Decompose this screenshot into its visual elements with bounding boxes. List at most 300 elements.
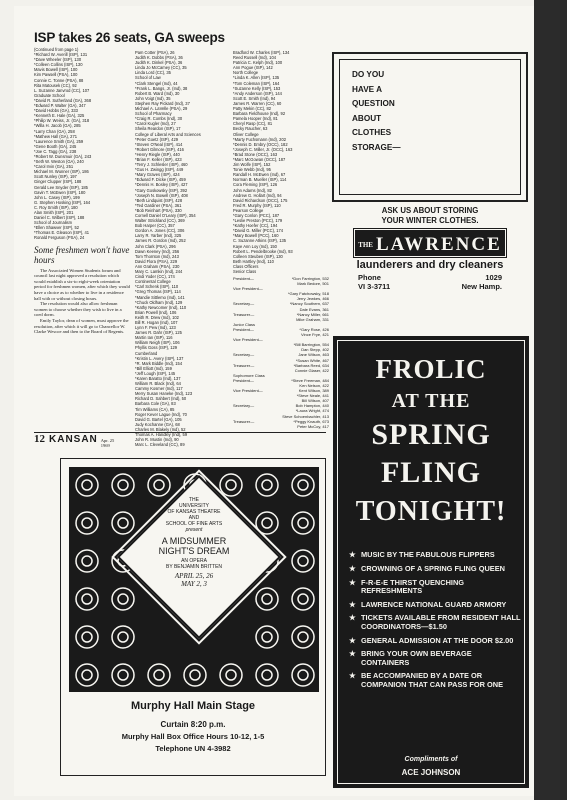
result-line: *Peter Goetz (ISP), 429 [135,136,179,142]
result-line: Ann Pogue (ISP), 142 [233,65,273,71]
result-line: James R. Gordon (Ind), 252 [135,238,186,244]
ask-line-2: YOUR WINTER CLOTHES. [381,215,479,225]
result-line: *Chuck Oldham (Ind), 129 [135,299,183,305]
result-line: *Thomas E. Gleason (ISP), 41 [34,230,90,236]
midsummer-opera-ad [60,458,326,776]
result-line: (Continued from page 1) [34,47,79,52]
lawrence-launderers-ad [332,206,528,291]
result-line: *Dave Wheeler (ISP), 130 [34,57,82,63]
officer-label: President— [233,326,254,332]
result-line: Marc L. Cleveland (CC), 89 [135,442,185,448]
sponsor-name: ACE JOHNSON [401,768,461,777]
question-line: STORAGE— [352,142,401,152]
ornament-center [262,670,272,680]
result-line: *Robert Gilmore (ISP), 416 [135,146,184,152]
curtain-time: Curtain 8:20 p.m. [160,720,226,729]
ornament-circle [292,588,314,610]
result-line: *Craig R. Combs (Ind), 30 [135,116,183,122]
event-item-text: BE ACCOMPANIED BY A DATE OR COMPANION THAT CAN PASS FOR ONE [361,671,504,689]
ornament-center [82,594,92,604]
officer-name: Bob Hampton, 440 [295,403,329,409]
result-line: Michael A. LaVelle (PSA), 29 [135,106,188,112]
officer-name: Bill Wilson, 407 [301,398,329,404]
result-line: *Greg Thomas (ISP), 114 [135,289,181,295]
result-line: Reed Russell (Ind), 104 [233,55,277,61]
result-line: *Gary Conlon (PCC), 187 [233,213,280,218]
event-item-text: BRING YOUR OWN BEVERAGE CONTAINERS [361,649,472,667]
compliments-label: Compliments of [404,756,458,763]
result-line: Class Officers [233,263,259,269]
theatre-line-6: present [185,527,203,533]
officer-label: Secretary— [233,352,255,358]
result-line: Walter Strickland (CC), 369 [135,218,185,224]
result-line: Sheila Reardon (ISP), 17 [135,126,181,132]
result-line: David G. Bartel (GA), 105 [135,416,182,422]
result-line: Ronald Ferguson (PSA), 24 [34,235,85,241]
star-icon: ★ [349,671,356,681]
result-line: *Bob Reinhart (PSA), 330 [135,207,182,213]
ornament-circle [292,664,314,686]
result-line: *Edward P. Walter (GA), 347 [34,103,86,109]
result-line: Larry R. Yarber (Ind), 325 [135,233,182,239]
result-line: Gerald Lee Snyder (ISP), 185 [34,184,88,190]
results-list-1 [34,47,131,241]
ornament-center [298,670,308,680]
ornament-center [262,594,272,604]
ornament-center [298,594,308,604]
tonight-word: TONIGHT! [355,496,507,527]
result-line: *Mathew Hall (GA), 271 [34,133,78,139]
officer-name: *Steve Neale, 441 [296,393,329,399]
result-line: Bill R. Hogan (Ind), 107 [135,319,178,325]
officer-label: President— [233,276,254,281]
officer-name: Kent Wilson, 389 [298,388,329,394]
tagline: launderers and dry cleaners [356,259,504,271]
result-line: School of Law [135,75,161,81]
officer-label: Vice President— [233,286,263,292]
address-block [462,273,502,291]
result-line: Pamela Hooper (Ind), 81 [233,116,278,122]
lawrence-logo [355,230,505,256]
event-item-text: GENERAL ADMISSION AT THE DOOR $2.00 [361,635,514,645]
event-item [349,565,521,573]
result-line: *Carl Schenk (ISP), 110 [135,284,179,290]
ornament-center [82,670,92,680]
result-line: Cindi Yoder (CC), 174 [135,274,175,280]
ornament-circle [256,588,278,610]
result-line: *Mandie Sittlemo (Ind), 141 [135,294,185,300]
officer-name: *Don Farrington, 532 [291,276,329,281]
result-line: Linda Lord (CC), 35 [135,70,171,76]
result-line: *Marc McGowan (OCC), 187 [233,156,286,162]
result-line: Michael M. Wunner (ISP), 186 [34,169,89,175]
result-line: *Seth W. Weston (GA), 240 [34,159,84,165]
result-line: *Carol Kugler (Ind), 27 [135,121,176,127]
result-line: *Andy Anderson (ISP), 144 [233,90,282,96]
phone-block [358,273,390,291]
officer-label: Vice President— [233,337,263,343]
event-item-text: F-R-E-E THIRST QUENCHING REFRESHMENTS [361,577,465,595]
ornament-circle [148,664,170,686]
address-line-1: 1029 [485,273,502,282]
result-line: *Mary Graves (ISP), 424 [135,172,180,178]
result-line: Jim Wolfe (ISP), 152 [233,162,271,168]
officer-label: Treasurer— [233,418,255,424]
article-paragraph: The Associated Women Students forum and council last night approved a resolution which would establish a six-to eight-week orientation period for freshmen women, after which they would have a choice as to whether to live in a residence hall with or without closing hours. [34,267,130,301]
result-line: John R. Mustin (Ind), 90 [135,437,179,443]
result-line: William Neigh (ISP), 106 [135,340,180,346]
result-line: Rita Matousek (CC), 92 [34,82,77,88]
newspaper-page [14,6,534,796]
result-line: Charles M. Blakely (Ind), 52 [135,426,186,432]
result-line: John L. Casey (ISP), 199 [34,194,80,200]
officer-name: *Nancy Miller, 661 [296,311,329,317]
issue-date [101,438,115,448]
ornament-circle [220,664,242,686]
result-line: *Karen Baratto (Ind), 137 [135,376,181,381]
result-line: Graduate School [34,92,65,98]
play-title-1: A MIDSUMMER [161,536,227,546]
theatre-line-8: BY BENJAMIN BRITTEN [165,564,223,570]
address-line-2: New Hamp. [461,282,502,291]
officer-name: *Peggy Knauth, 673 [293,418,329,424]
frolic-word: FROLIC [375,354,487,384]
officer-label: Junior Class [233,321,256,327]
result-line: Oliver College [233,131,259,137]
result-line: Tom Thornton (Ind), 243 [135,253,179,259]
result-line: *Colleen Collins (ISP), 130 [34,62,83,68]
result-line: Cornell Daniel O'Leary (ISP), 354 [135,213,196,218]
ornament-circle [292,626,314,648]
officer-name: Jerry Jewkes, 466 [296,296,329,302]
result-line: *Laurence Smith (GA), 259 [34,138,84,144]
event-item [349,614,521,631]
result-line: John Adams (Ind), 82 [233,187,272,193]
result-line: North College [233,70,259,76]
officer-name: Dale Evans, 361 [299,306,329,312]
result-line: Cumberland [135,350,158,356]
result-line: *Kenneth E. Hale (GA), 325 [34,113,85,119]
spring-word: SPRING [371,418,491,451]
fling-word: FLING [380,456,481,489]
clothes-storage-ad [332,52,528,202]
result-line: *Mary Bowell (PCC), 160 [233,233,279,239]
event-item [349,601,521,609]
spring-fling-ad [333,336,529,788]
result-line: Robert L. Pendelbrooke (Ind), 93 [233,248,293,254]
result-line: Pam Cotter (PSA), 26 [135,50,175,55]
result-line: *Ted Gardiner (PSA), 361 [135,202,182,208]
officer-label: Sophomore Class [233,372,265,378]
result-line: C. Suzanne Atkins (ISP), 135 [233,238,287,244]
paper-name: KANSAN [49,434,98,445]
result-line: Daniel C. Wilbert (ISP), 188 [34,215,85,221]
theatre-line-1: THE [189,497,199,503]
result-line: *Leslie Preston (PCC), 179 [233,218,283,224]
question-line: HAVE A [352,84,383,94]
officer-label: President— [233,377,254,383]
result-line: *Beth Lindquist (ISP), 428 [135,197,183,203]
result-line: *R. Mark Biddle (Ind), 154 [135,360,183,366]
result-line: *Suzanne Kelly (ISP), 153 [233,85,281,91]
page-footer [34,432,326,452]
result-line: *Kathy Hoefer (CC), 194 [233,223,278,229]
result-line: *Kathy Newcomer (Ind), 110 [135,304,187,310]
result-line: *Jeff Lough (ISP), 145 [135,370,176,376]
officer-name: *Barbara Reed, 634 [293,362,329,368]
star-icon: ★ [349,563,356,573]
result-line: Phyllis Goss (ISP), 129 [135,345,178,351]
ornament-circle [112,588,134,610]
result-line: William R. Black (Ind), 64 [135,381,181,387]
article-paragraph: Emily Taylor, dean of women, must approve the resolution, after which it will go to Chancellor W. Clarke Wescoe and then to the Board of Regents. [34,317,129,335]
venue-name: Murphy Hall Main Stage [130,700,256,712]
officer-name: Mike Graham, 331 [296,316,329,322]
result-line: *Robert W. Dunsmuir (GA), 243 [34,153,92,159]
election-results-column-1 [34,47,131,335]
star-icon: ★ [349,577,356,587]
event-item [349,672,521,689]
result-line: Dawn Keeney (Ind), 256 [135,248,180,254]
ask-text [332,206,528,225]
box-office-hours: Murphy Hall Box Office Hours 10-12, 1-5 [121,732,265,741]
result-line: Colleen Steuben (ISP), 130 [233,253,283,259]
result-line: James R. Dahr (ISP), 125 [135,330,182,336]
result-line: Merry Susan Haneke (Ind), 123 [135,391,193,397]
result-line: Thomas A. Handley (Ind), 59 [135,432,188,438]
page-number: 12 [34,433,45,445]
result-line: Barbara Fieldhouse (Ind), 92 [233,111,286,117]
event-item [349,579,521,596]
result-line: Continental College [135,279,171,285]
phone-number: VI 3-3711 [358,282,391,291]
result-line: Randall H. McEwen (Ind), 67 [233,172,286,178]
result-line: John Voigt (Ind), 35 [135,95,171,101]
result-line: *Gene Booth (GA), 245 [34,143,77,149]
result-line: *Brad Stone (OCC), 163 [233,151,278,157]
officer-label: Vice President— [233,388,263,394]
officer-name: Mark Bedore, 501 [297,281,329,287]
results-list-2 [135,50,227,447]
result-line: Brian Powell (Ind), 106 [135,309,177,315]
result-line: College of Liberal Arts and Sciences [135,131,201,137]
result-line: Judy Kochanne (GA), 68 [135,421,180,427]
officer-name: *Laura Wright, 474 [295,408,329,414]
result-line: *Ellen Shawver (ISP), 52 [34,225,80,231]
result-line: School of Pharmacy [135,111,172,117]
result-line: *Clark Stengel (Ind), 44 [135,80,178,86]
result-line: *Richard W. Averill (ISP), 131 [34,52,88,58]
result-line: Martin Ian (ISP), 116 [135,335,173,341]
event-item-text: TICKETS AVAILABLE FROM RESIDENT HALL COORDINATORS—$1.50 [361,613,521,631]
ornament-circle [112,626,134,648]
star-icon: ★ [349,613,356,623]
play-title-2: NIGHT'S DREAM [158,546,230,556]
result-line: Alan Smith (ISP), 201 [34,210,74,215]
venue-info [61,699,325,755]
result-line: *Larry Chan (GA), 258 [34,128,75,134]
ornament-center [118,632,128,642]
officer-name: *Gary Fatchowsky, 518 [287,291,329,297]
officer-row [233,424,329,429]
freshmen-article [34,268,131,335]
ask-line-1: ASK US ABOUT STORING [381,206,479,215]
star-icon: ★ [349,550,356,559]
result-line: *Terry J. Schlesler (ISP), 460 [135,162,188,168]
theatre-line-3: OF KANSAS THEATRE [167,509,221,515]
officer-name: *Steve Freeman, 484 [291,377,329,383]
ornament-center [226,670,236,680]
result-line: *Dennis H. Bosley (ISP), 427 [135,182,188,188]
result-line: Kaye Ann Loy (Ind), 150 [233,243,277,249]
result-line: Beth Hartley (Ind), 110 [233,258,274,264]
result-line: Robert B. Ward (Ind), 30 [135,90,180,96]
results-list-3 [233,50,325,274]
officer-label: Secretary— [233,403,255,409]
result-line: G. Stephen Hosking (ISP), 164 [34,199,91,205]
result-line: Patricia C. Kelph (Ind), 100 [233,60,283,66]
result-line: *Joseph C. Miller, Jr. (OCC), 163 [233,146,293,152]
result-line: *Dennis D. Embry (OCC), 182 [233,141,288,147]
result-line: Scott Nunley (ISP), 197 [34,174,77,180]
ornament-circle [76,626,98,648]
result-line: Barbara Cole (GA), 83 [135,401,176,407]
result-line: School of Journalism [34,220,72,226]
result-line: *David G. Miller (PCC), 174 [233,228,284,234]
result-line: *Steven O'Neal (ISP), 414 [135,141,183,147]
officer-label: Treasurer— [233,362,255,368]
event-item [349,551,521,559]
date-line-1: Apr. 25 [100,438,115,443]
question-line: DO YOU [352,70,385,79]
result-line: Tonie Webb (Ind), 95 [233,167,271,173]
officer-name: *Susan White, 467 [295,357,329,363]
result-line: L. Suzanne Janvrod (CC), 107 [34,87,90,93]
result-line: *Willa H. Jacob (GA), 285 [34,123,81,129]
result-line: Ginger Clupper (ISP), 188 [34,179,82,185]
officer-label: Secretary— [233,301,255,307]
logo-text: LAWRENCE [375,234,502,255]
result-line: Cora Fleming (ISP), 126 [233,182,278,188]
result-line: Andrew G. Hollart (Ind), 94 [233,192,282,198]
ornament-center [298,632,308,642]
result-line: Stephen Ray Pickard (Ind), 37 [135,100,190,106]
event-item [349,637,521,645]
result-line: Kim Pawsell (PSA), 100 [34,72,78,78]
event-item-text: MUSIC BY THE FABULOUS FLIPPERS [361,550,495,559]
result-line: James R. Warren (CC), 60 [233,100,282,106]
theatre-line-4: AND [188,515,200,521]
date-line-2: 1969 [100,443,110,448]
result-line: Scott E. Smith (Ind), 94 [233,95,276,101]
ornament-circle [184,664,206,686]
theatre-line-5: SCHOOL OF FINE ARTS [165,521,223,527]
star-icon: ★ [349,599,356,609]
question-lines [352,68,401,156]
result-line: *David Hobbs (GA), 333 [34,108,78,114]
result-line: *Brian F. Keller (ISP), 423 [135,156,182,162]
result-line: *Henry Riegle (ISP), 440 [135,151,180,157]
result-line: David Flora (PSA), 229 [135,258,178,264]
result-line: *Joe C. Tagg (GA), 238 [34,148,77,154]
result-line: Becky Raucher, 63 [233,126,268,132]
result-line: Ann Graham (PSA), 230 [135,263,180,269]
dates-1: APRIL 25, 26 [174,572,214,580]
result-line: *Frank L. Bangs, Jr. (Ind), 38 [135,85,188,91]
star-icon: ★ [349,649,356,659]
scan-edge [534,0,567,800]
result-line: *Gus H. Zwingg (ISP), 449 [135,167,184,173]
result-line: C. Roy Smith (ISP), 180 [34,204,78,210]
ornament-circle [112,664,134,686]
result-line: John Clark (PSA), 296 [135,243,176,249]
officer-label: Treasurer— [233,311,255,317]
theatre-line-7: AN OPERA [181,558,207,564]
result-line: *Edward F. Dicke (ISP), 459 [135,177,186,183]
officer-name: *Gary Rose, 426 [299,326,329,332]
officer-name: *Bill Barrington, 554 [293,342,329,348]
phone-label: Phone [358,273,381,282]
result-line: Tim Williams (CA), 85 [135,406,175,412]
result-line: *Tom Coleman (ISP), 164 [233,80,280,86]
result-line: Bradford W. Charles (ISP), 134 [233,50,290,55]
result-line: *David R. Sutherland (GA), 368 [34,97,92,103]
question-line: ABOUT [352,113,382,123]
result-line: Lynn F. Pew (Ind), 123 [135,325,176,331]
result-line: Gordon A. Jones (CC), 306 [135,228,185,234]
play-info [69,489,319,588]
result-line: *Marty Fuchsmann (Ind), 202 [233,136,287,142]
ornament-circle [256,664,278,686]
ornament-center [82,632,92,642]
officer-name: Jane Wilson, 463 [298,352,329,358]
result-line: Keith R. Drew (Ind), 102 [135,314,179,320]
headline: ISP takes 26 seats, GA sweeps [34,30,225,45]
event-item-text: LAWRENCE NATIONAL GUARD ARMORY [361,599,507,609]
result-line: Richard D. Sahbert (Ind), 50 [135,396,187,402]
result-line: Mavis Bowell (ISP), 100 [34,67,78,73]
officer-name: Ken Nelson, 422 [299,382,329,388]
result-line: Mary C. Lamkin (Ind), 244 [135,269,183,275]
event-item [349,650,521,667]
result-line: *Carol Irvin (GA), 251 [34,164,74,170]
ornament-center [118,594,128,604]
ornament-center [154,670,164,680]
result-line: *Philip W. Weiss, Jr. (GA), 318 [34,118,90,124]
result-line: Fred R. Murphy (ISP), 110 [233,202,281,208]
election-results-column-3 [233,50,325,274]
ornament-center [118,670,128,680]
event-item-text: CROWNING OF A SPRING FLING QUEEN [361,563,505,573]
event-details-list [349,551,521,695]
officer-name: Dan Stepp, 402 [301,347,329,353]
result-line: *Gary Goskowsky (ISP), 392 [135,187,188,193]
result-line: *Joseph N. Bowell (ISP), 408 [135,192,188,198]
theatre-line-2: UNIVERSITY [178,503,209,509]
at-the-words: AT THE [391,390,471,412]
officer-name: Steve Schoenbachler, 413 [282,413,329,419]
officer-name: Connie Glaser, 422 [294,367,329,373]
ornament-center [262,632,272,642]
freshmen-headline: Some freshmen won't have hours [34,244,130,265]
result-line: Senior Class [233,269,257,275]
result-line: Bob Harper (CC), 357 [135,223,175,229]
logo-the: THE [358,241,373,249]
result-line: *Kristin L. Avery (ISP), 137 [135,355,184,361]
ornament-circle [76,588,98,610]
result-line: Gavin T. McEwen (ISP), 180 [34,189,86,195]
election-results-column-2 [135,50,227,447]
